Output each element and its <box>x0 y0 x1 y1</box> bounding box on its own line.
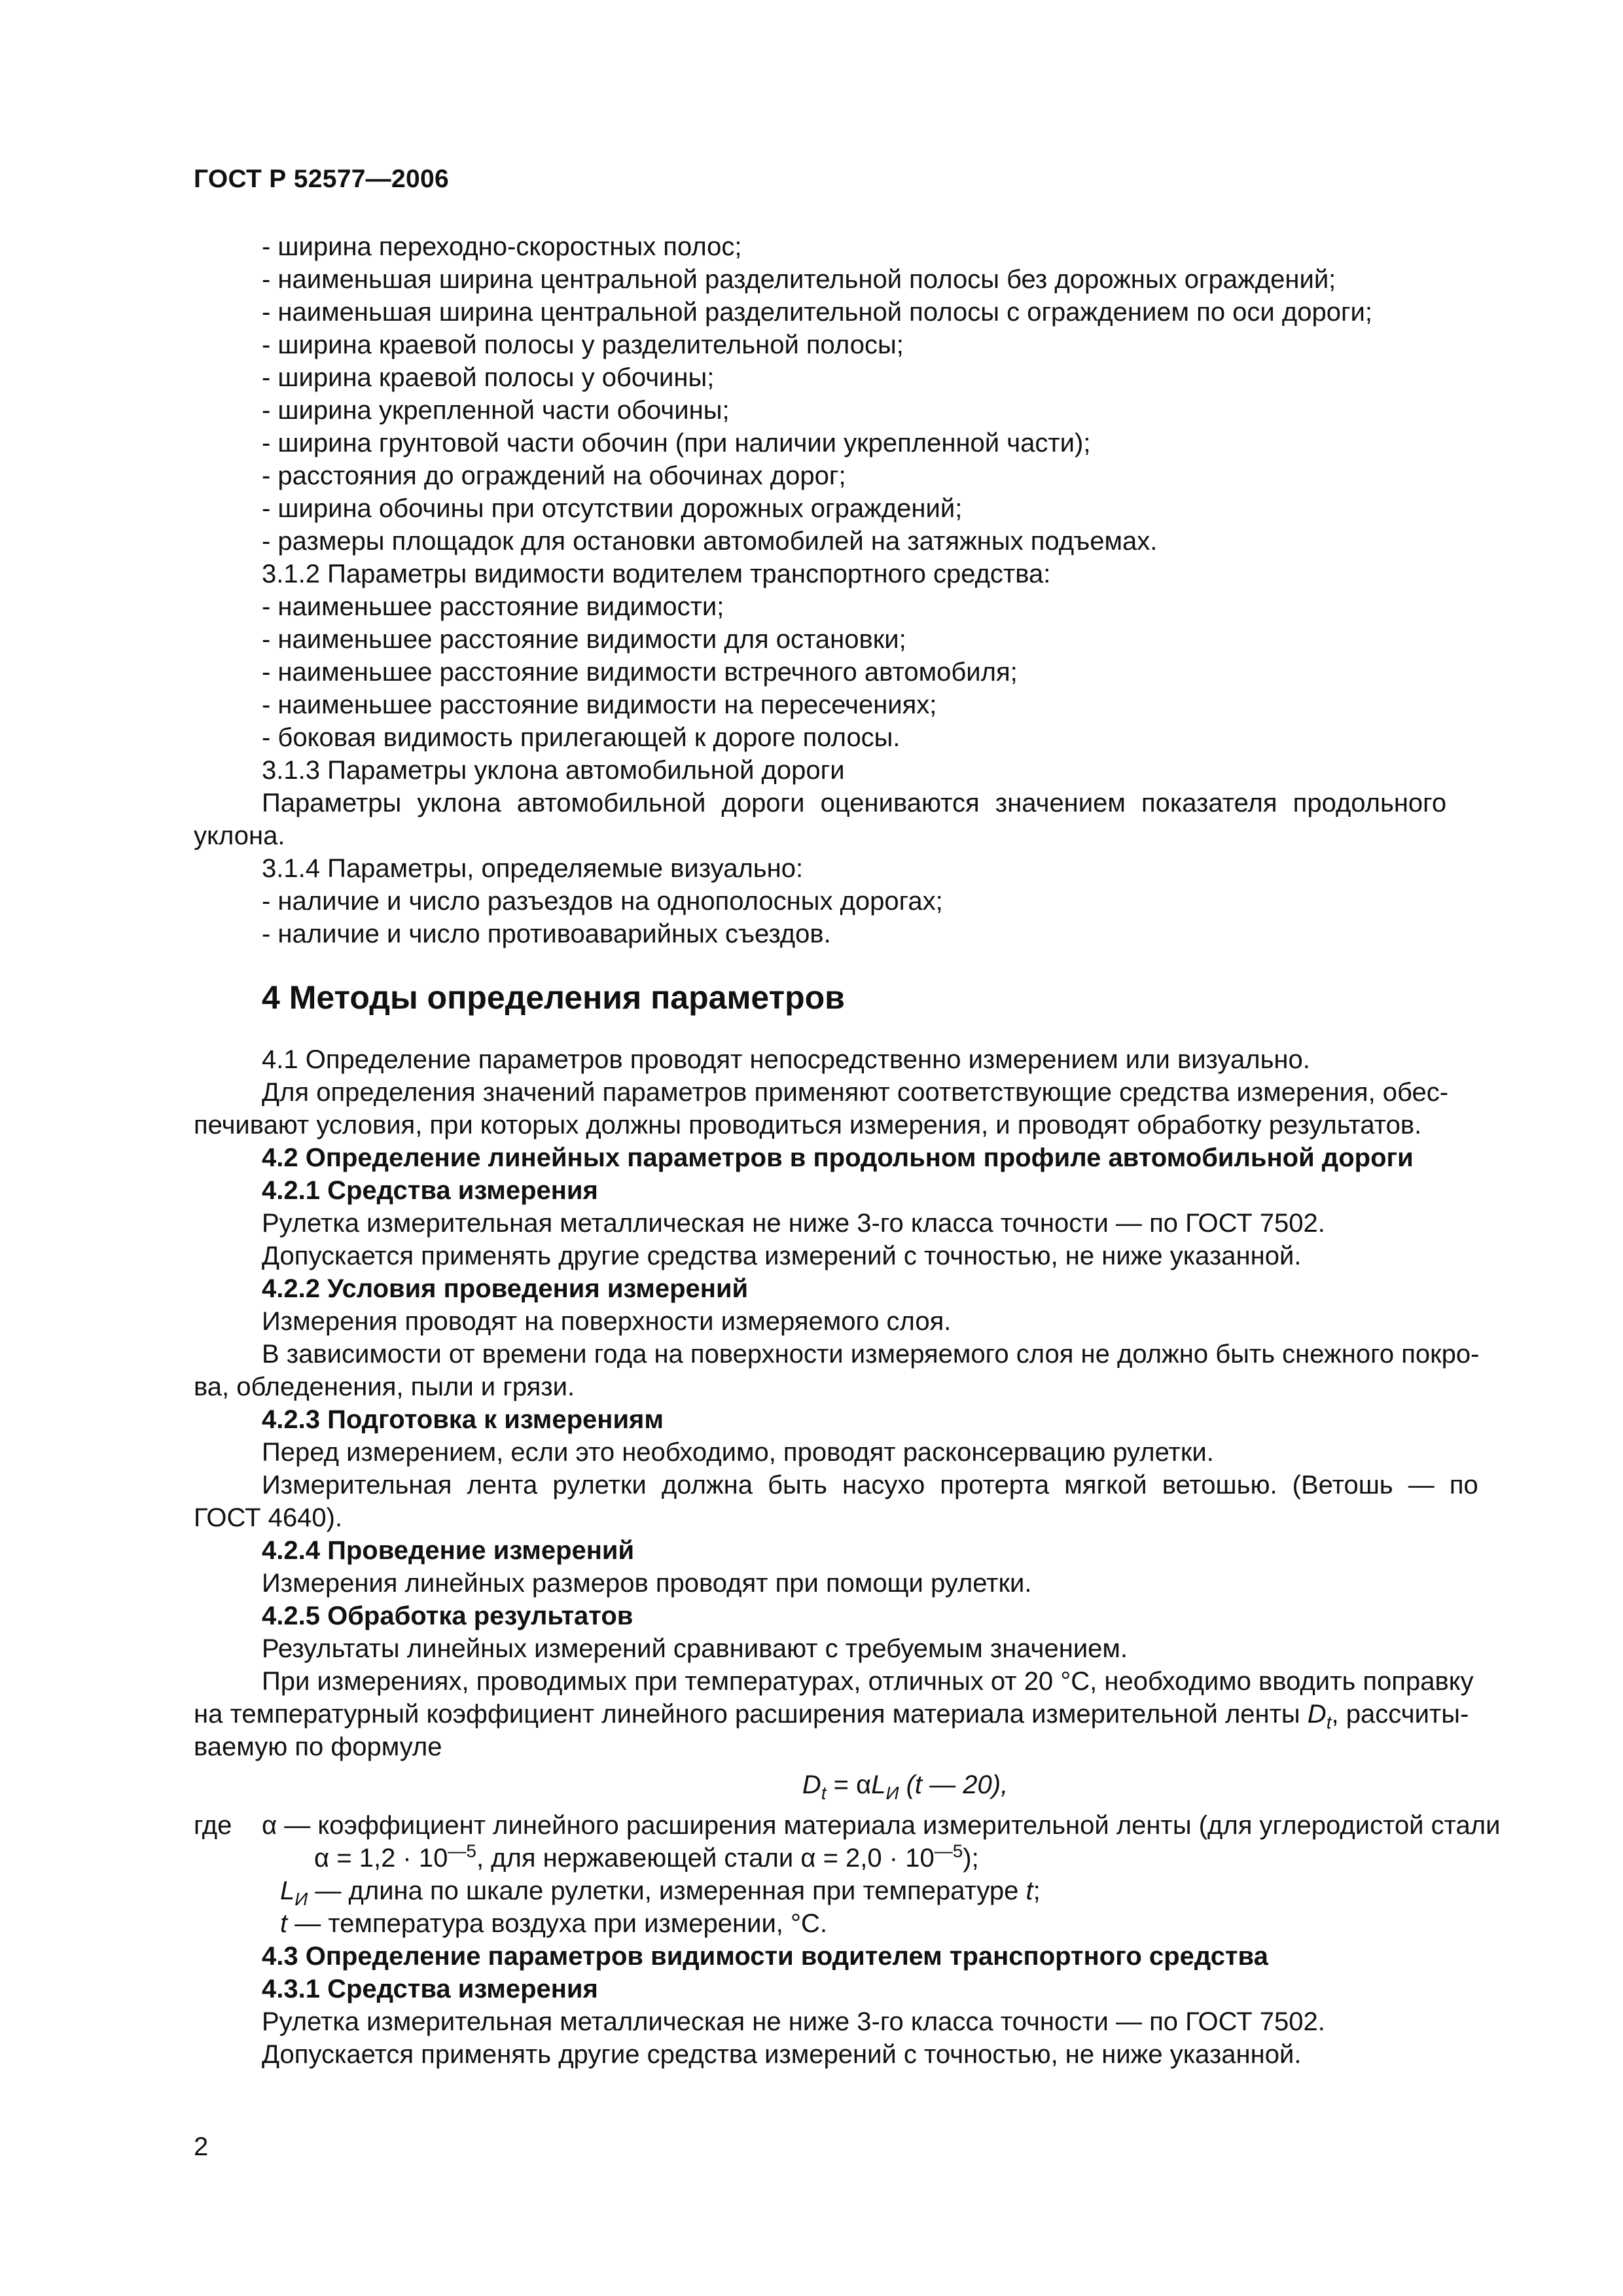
visual-parameters-list <box>194 885 1518 950</box>
list-item: - наименьшая ширина центральной разделительной полосы с ограждением по оси дороги; <box>262 298 1373 327</box>
clause-3-1-2: 3.1.2 Параметры видимости водителем транспортного средства: <box>262 560 1051 588</box>
math-subscript: И <box>294 1889 308 1909</box>
paragraph-line: ва, обледенения, пыли и грязи. <box>194 1372 575 1401</box>
correction-formula <box>194 1768 1518 1801</box>
clause-4-2-3-heading: 4.2.3 Подготовка к измерениям <box>262 1405 664 1434</box>
visibility-parameters-list <box>194 590 1518 754</box>
list-item: - расстояния до ограждений на обочинах дорог; <box>262 461 846 490</box>
paragraph-line: Рулетка измерительная металлическая не ниже 3-го класса точности — по ГОСТ 7502. <box>262 1209 1325 1238</box>
paragraph-line: Параметры уклона автомобильной дороги оцениваются значением показателя продольного <box>262 789 1447 817</box>
clause-4-2-heading: 4.2 Определение линейных параметров в продольном профиле автомобильной дороги <box>262 1143 1414 1172</box>
text-run: , рассчиты- <box>1331 1700 1469 1729</box>
legend-L <box>262 1874 1500 1907</box>
list-item: - ширина обочины при отсутствии дорожных ограждений; <box>262 494 963 523</box>
list-item: - наличие и число разъездов на однополосных дорогах; <box>262 887 943 916</box>
paragraph-line: Допускается применять другие средства измерений с точностью, не ниже указанной. <box>262 1242 1302 1270</box>
clause-4-2-1-heading: 4.2.1 Средства измерения <box>262 1176 598 1205</box>
document-body <box>194 230 1518 2071</box>
math-subscript: t <box>1326 1712 1332 1732</box>
paragraph-line: печивают условия, при которых должны проводиться измерения, и проводят обработку результатов. <box>194 1111 1422 1139</box>
list-item: - наименьшая ширина центральной разделительной полосы без дорожных ограждений; <box>262 265 1336 294</box>
clause-4-2-4-heading: 4.2.4 Проведение измерений <box>262 1536 635 1565</box>
road-width-parameters-list <box>194 230 1518 558</box>
list-item: - наименьшее расстояние видимости для остановки; <box>262 625 906 654</box>
section-4-heading: 4 Методы определения параметров <box>262 979 845 1016</box>
document-header: ГОСТ Р 52577—2006 <box>194 165 449 193</box>
legend-t <box>262 1907 1500 1940</box>
legend-alpha-values <box>262 1842 1500 1874</box>
math-subscript: И <box>885 1783 899 1803</box>
math-variable: D <box>802 1770 821 1799</box>
paragraph-line: Рулетка измерительная металлическая не ниже 3-го класса точности — по ГОСТ 7502. <box>262 2007 1325 2036</box>
paragraph-line: Для определения значений параметров применяют соответствующие средства измерения, обес- <box>262 1078 1449 1107</box>
list-item: - боковая видимость прилегающей к дороге полосы. <box>262 723 901 752</box>
clause-4-3-heading: 4.3 Определение параметров видимости водителем транспортного средства <box>262 1942 1268 1971</box>
math-variable: L <box>280 1876 295 1905</box>
legend-entries <box>262 1809 1500 1940</box>
math-variable: L <box>871 1770 886 1799</box>
legend-alpha: α — коэффициент линейного расширения материала измерительной ленты (для углеродистой стали <box>262 1811 1501 1840</box>
paragraph-line: ГОСТ 4640). <box>194 1503 343 1532</box>
math-variable: D <box>1307 1700 1327 1729</box>
math-subscript: t <box>821 1783 827 1803</box>
text-run: — температура воздуха при измерении, °С. <box>287 1909 828 1938</box>
text-run: — длина по шкале рулетки, измеренная при температуре <box>308 1876 1026 1905</box>
formula-legend <box>194 1809 1518 1940</box>
list-item: - ширина грунтовой части обочин (при наличии укрепленной части); <box>262 429 1091 457</box>
paragraph-line: Измерительная лента рулетки должна быть насухо протерта мягкой ветошью. (Ветошь — по <box>262 1471 1478 1499</box>
text-run: на температурный коэффициент линейного расширения материала измерительной ленты <box>194 1700 1308 1729</box>
math-variable: t <box>1026 1876 1033 1905</box>
list-item: - наличие и число противоаварийных съездов. <box>262 920 831 948</box>
paragraph-line: При измерениях, проводимых при температурах, отличных от 20 °С, необходимо вводить поправку <box>262 1667 1474 1696</box>
paragraph-line <box>194 1698 1518 1731</box>
clause-4-2-5-heading: 4.2.5 Обработка результатов <box>262 1602 633 1630</box>
paragraph-line: Допускается применять другие средства измерений с точностью, не ниже указанной. <box>262 2040 1302 2069</box>
paragraph-line: Измерения линейных размеров проводят при помощи рулетки. <box>262 1569 1032 1598</box>
legend-label: где <box>194 1811 232 1840</box>
list-item: - ширина краевой полосы у разделительной полосы; <box>262 331 904 359</box>
paragraph-line: ваемую по формуле <box>194 1732 442 1761</box>
list-item: - ширина краевой полосы у обочины; <box>262 363 715 392</box>
paragraph-line: уклона. <box>194 821 285 850</box>
clause-3-1-3: 3.1.3 Параметры уклона автомобильной дороги <box>262 756 845 785</box>
paragraph-line: Перед измерением, если это необходимо, проводят расконсервацию рулетки. <box>262 1438 1214 1467</box>
text-run: , для нержавеющей стали α = 2,0 · 10 <box>476 1844 935 1873</box>
math-exponent: —5 <box>448 1840 476 1861</box>
paragraph-line: Результаты линейных измерений сравнивают с требуемым значением. <box>262 1634 1128 1663</box>
paragraph-line: Измерения проводят на поверхности измеряемого слоя. <box>262 1307 952 1336</box>
text-run: ); <box>963 1844 979 1873</box>
list-item: - размеры площадок для остановки автомобилей на затяжных подъемах. <box>262 527 1158 556</box>
clause-3-1-4: 3.1.4 Параметры, определяемые визуально: <box>262 854 804 883</box>
math-expression: (t — 20), <box>899 1770 1008 1799</box>
math-operator: = α <box>826 1770 872 1799</box>
list-item: - наименьшее расстояние видимости; <box>262 592 724 621</box>
clause-4-1: 4.1 Определение параметров проводят непосредственно измерением или визуально. <box>262 1045 1310 1074</box>
math-variable: t <box>280 1909 288 1938</box>
list-item: - наименьшее расстояние видимости встречного автомобиля; <box>262 658 1018 687</box>
paragraph-line: В зависимости от времени года на поверхности измеряемого слоя не должно быть снежного покро- <box>262 1340 1480 1369</box>
list-item: - ширина переходно-скоростных полос; <box>262 232 742 261</box>
math-exponent: —5 <box>934 1840 963 1861</box>
page-number: 2 <box>194 2132 209 2161</box>
clause-4-2-2-heading: 4.2.2 Условия проведения измерений <box>262 1274 749 1303</box>
list-item: - ширина укрепленной части обочины; <box>262 396 730 425</box>
text-run: ; <box>1033 1876 1041 1905</box>
text-run: α = 1,2 · 10 <box>314 1844 448 1873</box>
clause-4-3-1-heading: 4.3.1 Средства измерения <box>262 1975 598 2003</box>
list-item: - наименьшее расстояние видимости на пересечениях; <box>262 691 937 719</box>
